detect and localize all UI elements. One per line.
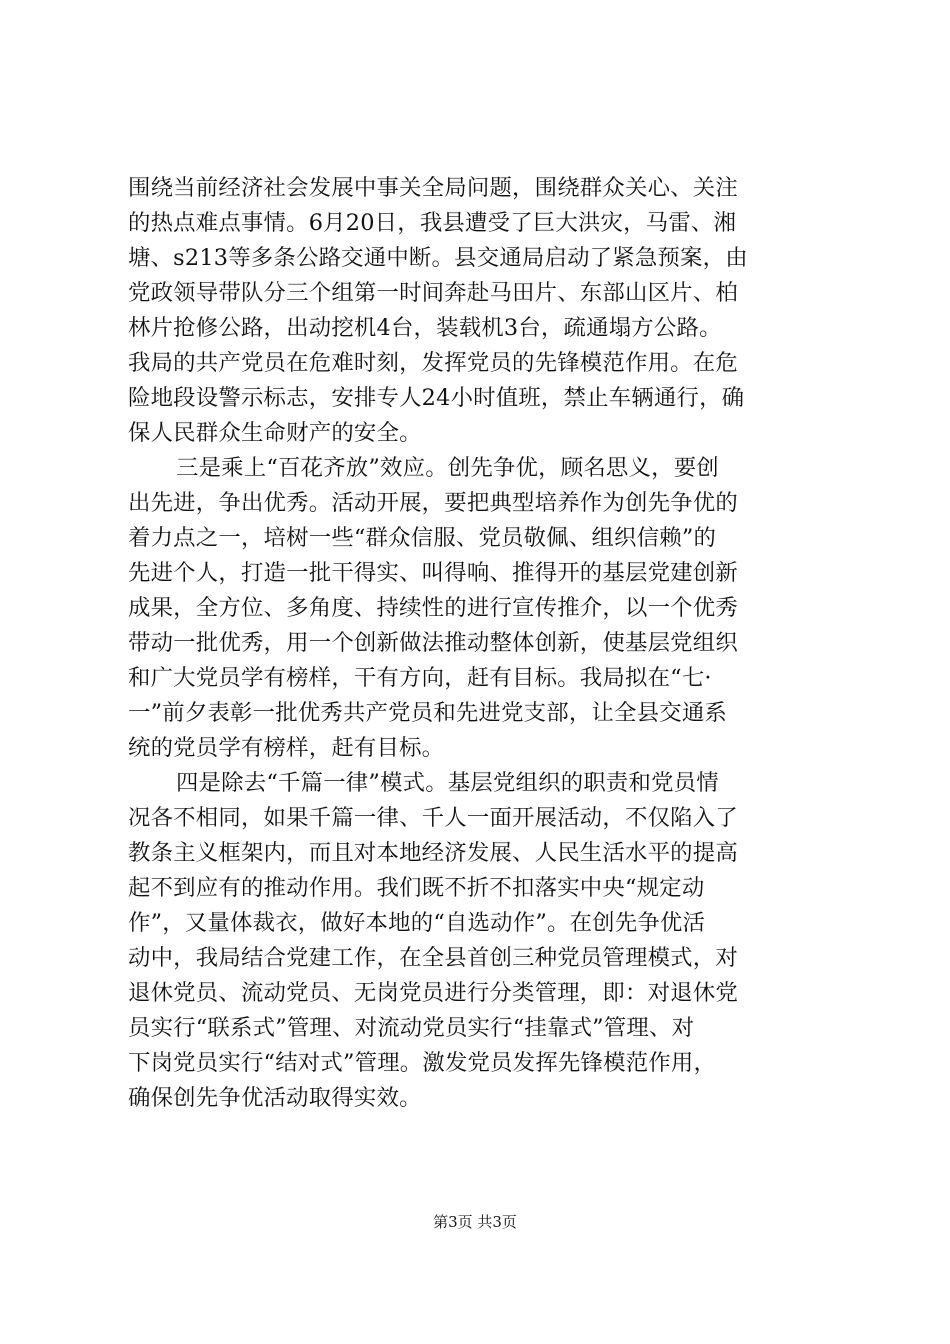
text-line: 着力点之一，培树一些“群众信服、党员敬佩、组织信赖”的 xyxy=(128,525,717,551)
text-line: 作”，又量体裁衣，做好本地的“自选动作”。在创先争优活 xyxy=(128,910,706,936)
text-line: 我局的共产党员在危难时刻，发挥党员的先锋模范作用。在危 xyxy=(128,350,738,376)
text-line: 险地段设警示标志，安排专人24小时值班，禁止车辆通行，确 xyxy=(128,385,745,411)
text-line: 教条主义框架内，而且对本地经济发展、人民生活水平的提高 xyxy=(128,840,738,866)
text-line: 围绕当前经济社会发展中事关全局问题，围绕群众关心、关注 xyxy=(128,175,738,201)
text-line: 一”前夕表彰一批优秀共产党员和先进党支部，让全县交通系 xyxy=(128,700,728,726)
text-line: 动中，我局结合党建工作，在全县首创三种党员管理模式，对 xyxy=(128,945,738,971)
text-line: 党政领导带队分三个组第一时间奔赴马田片、东部山区片、柏 xyxy=(128,280,738,306)
paragraph-start-line: 四是除去“千篇一律”模式。基层党组织的职责和党员情 xyxy=(176,770,719,796)
text-line: 出先进，争出优秀。活动开展，要把典型培养作为创先争优的 xyxy=(128,490,738,516)
text-line: 和广大党员学有榜样，干有方向，赶有目标。我局拟在“七· xyxy=(128,665,712,691)
text-line: 况各不相同，如果千篇一律、千人一面开展活动，不仅陷入了 xyxy=(128,805,738,831)
text-line: 员实行“联系式”管理、对流动党员实行“挂靠式”管理、对 xyxy=(128,1015,695,1041)
paragraph-start-line: 三是乘上“百花齐放”效应。创先争优，顾名思义，要创 xyxy=(176,455,719,481)
text-line: 统的党员学有榜样，赶有目标。 xyxy=(128,735,445,761)
text-line: 保人民群众生命财产的安全。 xyxy=(128,420,422,446)
text-line: 成果，全方位、多角度、持续性的进行宣传推介，以一个优秀 xyxy=(128,595,738,621)
text-line: 下岗党员实行“结对式”管理。激发党员发挥先锋模范作用， xyxy=(128,1050,717,1076)
text-line: 退休党员、流动党员、无岗党员进行分类管理，即：对退休党 xyxy=(128,980,738,1006)
text-line: 林片抢修公路，出动挖机4台，装载机3台，疏通塌方公路。 xyxy=(128,315,722,341)
text-line: 先进个人，打造一批干得实、叫得响、推得开的基层党建创新 xyxy=(128,560,738,586)
text-line: 带动一批优秀，用一个创新做法推动整体创新，使基层党组织 xyxy=(128,630,738,656)
text-line: 确保创先争优活动取得实效。 xyxy=(128,1085,422,1111)
body-text xyxy=(128,171,818,1116)
text-line: 起不到应有的推动作用。我们既不折不扣落实中央“规定动 xyxy=(128,875,705,901)
text-line: 的热点难点事情。6月20日，我县遭受了巨大洪灾，马雷、湘 xyxy=(128,210,737,236)
text-line: 塘、s213等多条公路交通中断。县交通局启动了紧急预案，由 xyxy=(128,245,748,271)
page-number-footer: 第3页 共3页 xyxy=(433,1213,517,1231)
